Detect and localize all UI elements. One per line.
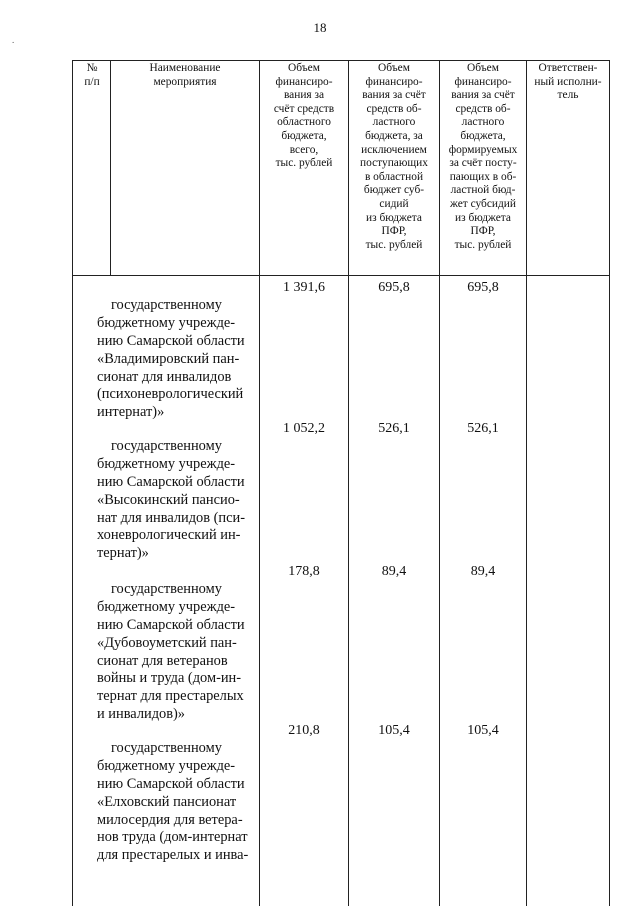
total-funding-value: 1 052,2: [283, 421, 325, 436]
event-name-first-line: государственному: [111, 580, 222, 597]
corner-mark: .: [12, 35, 15, 45]
funding-excluding-pfr-value: 695,8: [378, 280, 410, 295]
budget-table: [72, 60, 610, 906]
table-border-left: [72, 60, 73, 906]
event-name-first-line: государственному: [111, 739, 222, 756]
event-name-rest: бюджетному учрежде- нию Самарской области «Елховский пансионат милосердия для ветера- нов труда (дом-интернат для престарелых и инва-: [97, 757, 249, 864]
funding-from-pfr-value: 89,4: [470, 564, 496, 579]
header-responsible: Ответствен- ный исполни- тель: [534, 62, 602, 102]
header-total-funding: Объем финансиро- вания за счёт средств областного бюджета, всего, тыс. рублей: [273, 62, 335, 170]
column-divider-5: [526, 60, 527, 906]
funding-from-pfr-value: 695,8: [467, 280, 499, 295]
funding-from-pfr-value: 526,1: [467, 421, 499, 436]
event-name-rest: бюджетному учрежде- нию Самарской области «Дубовоуметский пан- сионат для ветеранов войны и труда (дом-ин- тернат для престарелых и инвалидов)»: [97, 598, 245, 723]
funding-excluding-pfr-value: 105,4: [378, 723, 410, 738]
header-event-name: Наименование мероприятия: [149, 62, 221, 88]
funding-from-pfr-value: 105,4: [467, 723, 499, 738]
table-border-right: [609, 60, 610, 906]
total-funding-value: 1 391,6: [283, 280, 325, 295]
event-name: [97, 420, 259, 563]
total-funding-value: 178,8: [288, 564, 320, 579]
funding-excluding-pfr-value: 89,4: [381, 564, 407, 579]
event-name: [97, 563, 259, 724]
header-divider: [72, 275, 610, 276]
funding-excluding-pfr-value: 526,1: [378, 421, 410, 436]
page-number: 18: [313, 20, 327, 35]
header-funding-excluding-pfr: Объем финансиро- вания за счёт средств об- ластного бюджета, за исключением поступающих в областной бюджет суб- сидий из бюджета ПФР, тыс. рублей: [360, 62, 428, 251]
header-number: № п/п: [84, 62, 100, 88]
event-name-first-line: государственному: [111, 437, 222, 454]
event-name-rest: бюджетному учрежде- нию Самарской области «Высокинский пансио- нат для инвалидов (пси- хоневрологический ин- тернат)»: [97, 455, 246, 562]
event-name-rest: бюджетному учрежде- нию Самарской области «Владимировский пан- сионат для инвалидов (психоневрологический интернат)»: [97, 314, 245, 421]
header-funding-from-pfr: Объем финансиро- вания за счёт средств об- ластного бюджета, формируемых за счёт посту- пающих в об- ластной бюд- жет субсидий из бюджета ПФР, тыс. рублей: [448, 62, 518, 251]
event-name-first-line: государственному: [111, 296, 222, 313]
column-divider-2: [259, 60, 260, 906]
column-divider-1: [110, 60, 111, 276]
event-name: [97, 279, 259, 422]
event-name: [97, 722, 259, 865]
total-funding-value: 210,8: [288, 723, 320, 738]
table-border-top: [72, 60, 610, 61]
